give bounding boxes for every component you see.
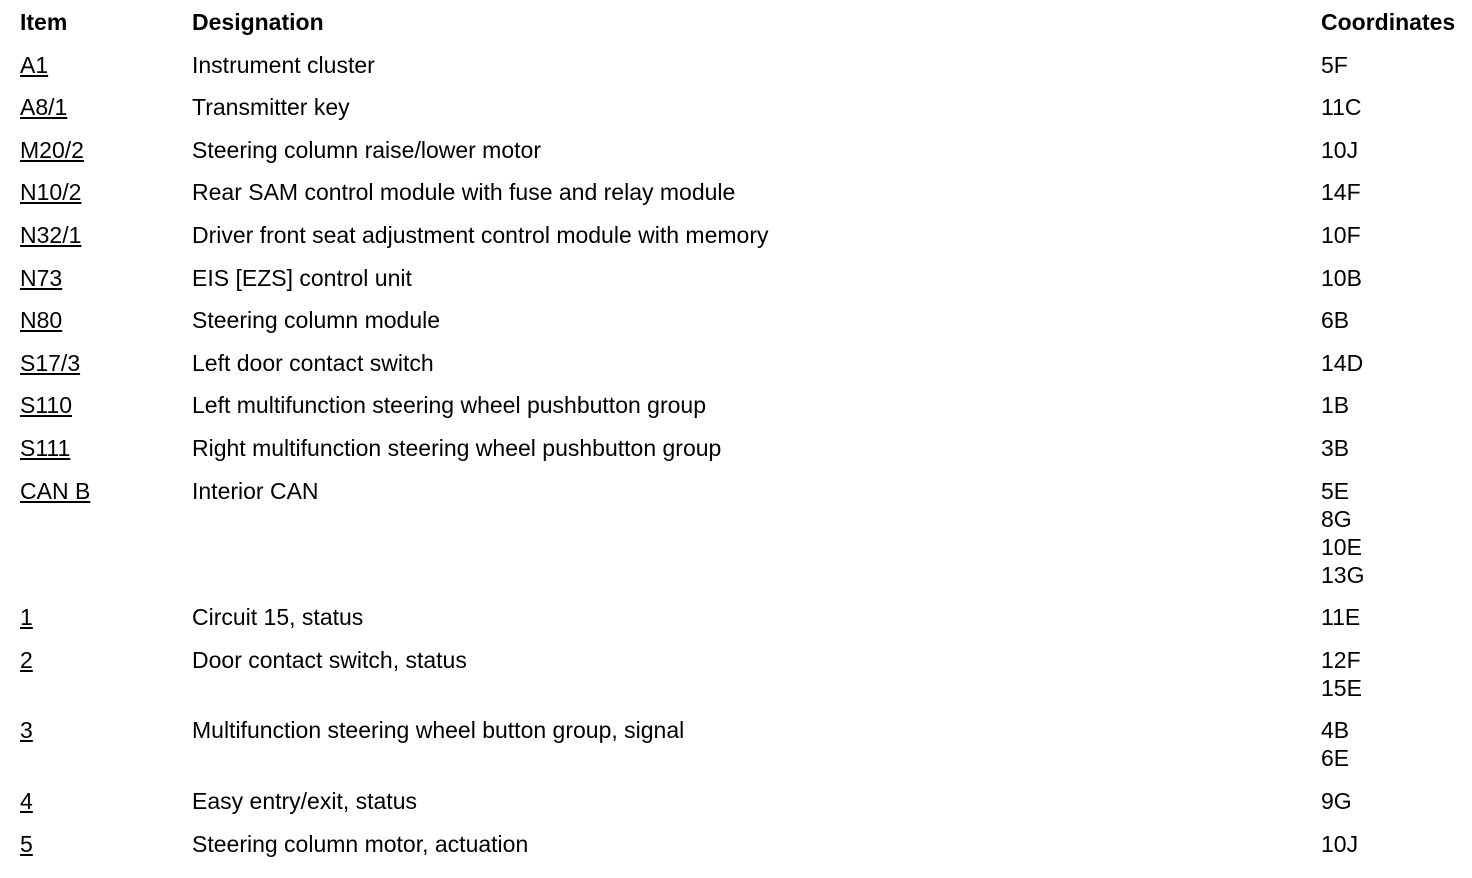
coordinates-cell <box>1321 787 1470 815</box>
coordinates-cell <box>1321 136 1470 164</box>
legend-table <box>20 8 1470 872</box>
coordinates-cell <box>1321 716 1470 772</box>
coordinate-value: 13G <box>1321 561 1365 588</box>
coordinates-cell <box>1321 477 1470 589</box>
designation-cell: Circuit 15, status <box>192 604 364 631</box>
item-link[interactable]: N73 <box>20 264 63 291</box>
coordinates-cell <box>1321 178 1470 206</box>
table-row <box>20 264 1470 292</box>
item-link[interactable]: 2 <box>20 646 33 673</box>
item-link[interactable]: 5 <box>20 830 33 857</box>
item-cell <box>20 349 192 377</box>
designation-cell: Instrument cluster <box>192 51 375 78</box>
header-coordinates: Coordinates <box>1321 9 1456 35</box>
designation-cell: Door contact switch, status <box>192 646 467 673</box>
designation-cell: EIS [EZS] control unit <box>192 264 412 291</box>
header-designation: Designation <box>192 9 324 35</box>
item-cell <box>20 646 192 674</box>
coordinates-cell <box>1321 434 1470 462</box>
coordinate-value: 12F <box>1321 646 1361 673</box>
coordinate-value: 14D <box>1321 349 1364 376</box>
item-cell <box>20 830 192 858</box>
designation-cell: Steering column motor, actuation <box>192 830 529 857</box>
item-link[interactable]: A8/1 <box>20 94 68 121</box>
item-cell <box>20 178 192 206</box>
coordinates-cell <box>1321 221 1470 249</box>
coordinate-value: 10B <box>1321 264 1362 291</box>
table-row <box>20 51 1470 79</box>
coordinates-cell <box>1321 646 1470 702</box>
coordinate-value: 9G <box>1321 787 1352 814</box>
item-cell <box>20 93 192 121</box>
item-link[interactable]: 1 <box>20 604 33 631</box>
designation-cell: Driver front seat adjustment control module with memory <box>192 221 769 248</box>
table-row <box>20 830 1470 858</box>
coordinates-cell <box>1321 349 1470 377</box>
designation-cell: Left door contact switch <box>192 349 434 376</box>
table-row <box>20 178 1470 206</box>
table-row <box>20 603 1470 631</box>
item-cell <box>20 603 192 631</box>
item-cell <box>20 391 192 419</box>
coordinate-value: 6E <box>1321 745 1350 772</box>
item-link[interactable]: M20/2 <box>20 136 84 163</box>
item-link[interactable]: N32/1 <box>20 221 82 248</box>
table-header <box>20 8 1470 36</box>
item-link[interactable]: 3 <box>20 717 33 744</box>
header-item: Item <box>20 9 68 35</box>
coordinate-value: 1B <box>1321 392 1350 419</box>
coordinate-value: 14F <box>1321 179 1361 206</box>
item-link[interactable]: A1 <box>20 51 49 78</box>
coordinate-value: 10J <box>1321 830 1359 857</box>
item-cell <box>20 221 192 249</box>
item-cell <box>20 306 192 334</box>
coordinate-value: 11C <box>1321 94 1362 121</box>
item-link[interactable]: S17/3 <box>20 349 81 376</box>
item-cell <box>20 787 192 815</box>
coordinates-cell <box>1321 306 1470 334</box>
table-row <box>20 93 1470 121</box>
item-link[interactable]: 4 <box>20 787 33 814</box>
designation-cell: Easy entry/exit, status <box>192 787 417 814</box>
coordinate-value: 3B <box>1321 434 1350 461</box>
coordinates-cell <box>1321 830 1470 858</box>
table-row <box>20 136 1470 164</box>
coordinate-value: 11E <box>1321 604 1361 631</box>
item-cell <box>20 716 192 744</box>
designation-cell: Right multifunction steering wheel pushbutton group <box>192 434 722 461</box>
item-cell <box>20 136 192 164</box>
coordinate-value: 4B <box>1321 717 1350 744</box>
item-link[interactable]: CAN B <box>20 477 91 504</box>
table-row <box>20 306 1470 334</box>
item-cell <box>20 51 192 79</box>
item-link[interactable]: S110 <box>20 392 73 419</box>
table-row <box>20 349 1470 377</box>
designation-cell: Interior CAN <box>192 477 319 504</box>
coordinate-value: 8G <box>1321 505 1352 532</box>
designation-cell: Rear SAM control module with fuse and relay module <box>192 179 736 206</box>
table-row <box>20 477 1470 589</box>
table-row <box>20 221 1470 249</box>
item-link[interactable]: S111 <box>20 434 71 461</box>
item-cell <box>20 264 192 292</box>
item-cell <box>20 477 192 505</box>
table-row <box>20 716 1470 772</box>
table-row <box>20 787 1470 815</box>
coordinates-cell <box>1321 51 1470 79</box>
table-row <box>20 646 1470 702</box>
coordinate-value: 5F <box>1321 51 1348 78</box>
designation-cell: Steering column module <box>192 307 441 334</box>
coordinates-cell <box>1321 603 1470 631</box>
designation-cell: Multifunction steering wheel button group, signal <box>192 717 685 744</box>
coordinate-value: 15E <box>1321 674 1362 701</box>
coordinate-value: 10E <box>1321 533 1362 560</box>
table-body <box>20 51 1470 858</box>
designation-cell: Steering column raise/lower motor <box>192 136 541 163</box>
coordinate-value: 10F <box>1321 221 1361 248</box>
coordinates-cell <box>1321 93 1470 121</box>
coordinate-value: 5E <box>1321 477 1350 504</box>
coordinates-cell <box>1321 264 1470 292</box>
table-row <box>20 391 1470 419</box>
item-cell <box>20 434 192 462</box>
designation-cell: Left multifunction steering wheel pushbutton group <box>192 392 706 419</box>
coordinates-cell <box>1321 391 1470 419</box>
item-link[interactable]: N10/2 <box>20 179 82 206</box>
item-link[interactable]: N80 <box>20 307 63 334</box>
designation-cell: Transmitter key <box>192 94 350 121</box>
table-row <box>20 434 1470 462</box>
coordinate-value: 10J <box>1321 136 1359 163</box>
coordinate-value: 6B <box>1321 307 1350 334</box>
